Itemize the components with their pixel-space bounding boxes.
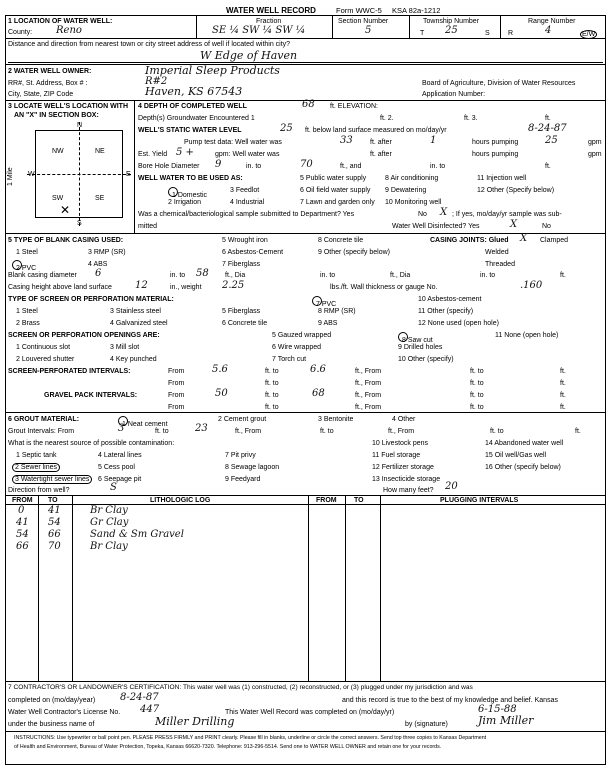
casing-3: 3 RMP (SR) bbox=[88, 249, 126, 256]
casing-4: 4 ABS bbox=[88, 261, 108, 268]
use-9: 9 Dewatering bbox=[385, 187, 427, 194]
section5-heading: 5 TYPE OF BLANK CASING USED: bbox=[8, 237, 124, 244]
log-row-1-desc: Br Clay bbox=[90, 505, 128, 516]
grout-from-value: 3 bbox=[118, 423, 125, 434]
bore-end: ft., and bbox=[340, 163, 362, 170]
chem-x: X bbox=[440, 207, 448, 218]
int-from-value: 5.6 bbox=[212, 364, 228, 375]
township-t: T bbox=[420, 30, 425, 37]
contam-13: 13 Insecticide storage bbox=[372, 476, 441, 483]
use-11: 11 Injection well bbox=[477, 175, 527, 182]
address-value: R#2 bbox=[145, 76, 168, 87]
screen-3: 3 Stainless steel bbox=[110, 308, 161, 315]
gw2: ft. 2. bbox=[380, 115, 394, 122]
weight-label: in., weight bbox=[170, 284, 202, 291]
yield-hrs-label: hours pumping bbox=[472, 151, 519, 158]
gravel-ft-1: ft. bbox=[560, 392, 566, 399]
city-label: City, State, ZIP Code bbox=[8, 91, 74, 98]
township-s: S bbox=[485, 30, 490, 37]
signature-value: Jim Miller bbox=[478, 714, 534, 727]
opening-6: 6 Wire wrapped bbox=[272, 344, 322, 351]
log-row-2-from: 41 bbox=[16, 517, 29, 528]
grout-3: 3 Bentonite bbox=[318, 416, 354, 423]
depth-suffix: ft. ELEVATION: bbox=[330, 103, 378, 110]
gw-label: Depth(s) Groundwater Encountered 1 bbox=[138, 115, 255, 122]
use-12: 12 Other (Specify below) bbox=[477, 187, 555, 194]
yield-after: ft. after bbox=[370, 151, 392, 158]
bore-value: 9 bbox=[215, 159, 222, 170]
se-label: SE bbox=[95, 195, 105, 202]
log-row-3-from: 54 bbox=[16, 529, 29, 540]
casing-9: 9 Other (specify below) bbox=[318, 249, 390, 256]
contam-8: 8 Sewage lagoon bbox=[225, 464, 280, 471]
diameter-to: in. to bbox=[170, 272, 186, 279]
log-row-4-from: 66 bbox=[16, 541, 29, 552]
pump-hours: 1 bbox=[430, 135, 437, 146]
direction-value: S bbox=[110, 482, 117, 493]
static-suffix: ft. below land surface measured on mo/day/yr bbox=[305, 127, 447, 134]
pump-ft: 33 bbox=[340, 135, 353, 146]
bore-in-to: in. to bbox=[246, 163, 262, 170]
opening-11: 11 None (open hole) bbox=[495, 332, 559, 339]
log-row-2-desc: Gr Clay bbox=[90, 517, 129, 528]
gravel-ft-to-2b: ft. to bbox=[470, 404, 484, 411]
feet-label: How many feet? bbox=[383, 487, 434, 494]
casing-clamped: Clamped bbox=[540, 237, 569, 244]
log-row-1-from: 0 bbox=[18, 505, 25, 516]
screen-9: 9 ABS bbox=[318, 320, 338, 327]
pump-after: ft. after bbox=[370, 139, 392, 146]
pump-hrs-label: hours pumping bbox=[472, 139, 519, 146]
form-title: WATER WELL RECORD bbox=[226, 6, 316, 15]
contam-10: 10 Livestock pens bbox=[372, 440, 429, 447]
nw-label: NW bbox=[52, 148, 64, 155]
completed-value: 8-24-87 bbox=[120, 692, 159, 703]
contam-15: 15 Oil well/Gas well bbox=[485, 452, 547, 459]
county-label: County: bbox=[8, 29, 33, 36]
form-number: Form WWC-5 bbox=[336, 6, 382, 15]
yield-gpm-label: gpm bbox=[588, 151, 602, 158]
contam-3: 3 Watertight sewer lines bbox=[12, 475, 92, 484]
static-value: 25 bbox=[280, 123, 293, 134]
screen-1: 1 Steel bbox=[16, 308, 38, 315]
mitted-label: mitted bbox=[138, 223, 158, 230]
bore-in-to2: in. to bbox=[430, 163, 446, 170]
log-from-header: FROM bbox=[12, 497, 33, 504]
opening-2: 2 Louvered shutter bbox=[16, 356, 75, 363]
range-label: Range Number bbox=[528, 18, 576, 25]
opening-5: 5 Gauzed wrapped bbox=[272, 332, 332, 339]
gw-end: ft. bbox=[545, 115, 551, 122]
board-label: Board of Agriculture, Division of Water Resources bbox=[422, 80, 576, 87]
intervals-label: SCREEN-PERFORATED INTERVALS: bbox=[8, 368, 131, 375]
gauge-value: .160 bbox=[520, 280, 543, 291]
owner-value: Imperial Sleep Products bbox=[145, 64, 280, 77]
use-7: 7 Lawn and garden only bbox=[300, 199, 375, 206]
int-from-1: From bbox=[168, 368, 185, 375]
screen-6: 6 Concrete tile bbox=[222, 320, 268, 327]
opening-9: 9 Drilled holes bbox=[398, 344, 443, 351]
mile-label: 1 Mile bbox=[7, 167, 14, 186]
casing-welded: Welded bbox=[485, 249, 509, 256]
opening-8 bbox=[398, 332, 433, 344]
casing-5: 5 Wrought iron bbox=[222, 237, 268, 244]
pump-gpm: 25 bbox=[545, 135, 558, 146]
log-row-1-to: 41 bbox=[48, 505, 61, 516]
instructions-line-2: of Health and Environment, Bureau of Water Protection, Topeka, Kansas 66620-7320. Telephone: 913-296-5514. Send one to WATER WELL OWNER and retain one for your records. bbox=[14, 744, 442, 750]
plug-to-header: TO bbox=[354, 497, 364, 504]
contam-1: 1 Septic tank bbox=[16, 452, 57, 459]
contam-2: 2 Sewer lines bbox=[12, 463, 60, 472]
grout-end: ft. bbox=[575, 428, 581, 435]
static-date: 8-24-87 bbox=[528, 123, 567, 134]
lithologic-log-header: LITHOLOGIC LOG bbox=[150, 497, 211, 504]
use-label: WELL WATER TO BE USED AS: bbox=[138, 175, 243, 182]
screen-10: 10 Asbestos-cement bbox=[418, 296, 482, 303]
diameter-ft: 58 bbox=[196, 268, 209, 279]
contam-14: 14 Abandoned water well bbox=[485, 440, 564, 447]
use-2: 2 Irrigation bbox=[168, 199, 202, 206]
static-label: WELL'S STATIC WATER LEVEL bbox=[138, 127, 242, 134]
chem-no: No bbox=[418, 211, 427, 218]
range-r: R bbox=[508, 30, 514, 37]
screen-7 bbox=[312, 296, 336, 308]
log-row-2-to: 54 bbox=[48, 517, 61, 528]
screen-11: 11 Other (specify) bbox=[418, 308, 474, 315]
contam-4: 4 Lateral lines bbox=[98, 452, 142, 459]
sw-x-mark: ✕ bbox=[60, 203, 71, 217]
license-value: 447 bbox=[140, 704, 160, 715]
disinfected-label: Water Well Disinfected? Yes bbox=[392, 223, 480, 230]
depth-value: 68 bbox=[302, 99, 315, 110]
screen-7-label: 7 PVC bbox=[316, 301, 337, 308]
feet-value: 20 bbox=[445, 481, 458, 492]
log-row-4-to: 70 bbox=[48, 541, 61, 552]
section3-heading: 3 LOCATE WELL'S LOCATION WITH bbox=[8, 103, 129, 110]
yield-label: Est. Yield bbox=[138, 151, 168, 158]
signature-label: by (signature) bbox=[405, 721, 448, 728]
log-row-4-desc: Br Clay bbox=[90, 541, 128, 552]
south-label: S bbox=[77, 220, 82, 227]
section-number-label: Section Number bbox=[338, 18, 389, 25]
distance-value: W Edge of Haven bbox=[200, 49, 298, 62]
log-row-3-desc: Sand & Sm Gravel bbox=[90, 529, 184, 540]
int-from-2: From bbox=[168, 380, 185, 387]
screen-4: 4 Galvanized steel bbox=[110, 320, 168, 327]
gravel-ft-to-1: ft. to bbox=[265, 392, 279, 399]
diameter-end: ft. bbox=[560, 272, 566, 279]
yield-mid: gpm: Well water was bbox=[215, 151, 280, 158]
depth-label: 4 DEPTH OF COMPLETED WELL bbox=[138, 103, 247, 110]
contam-7: 7 Pit privy bbox=[225, 452, 256, 459]
screen-2: 2 Brass bbox=[16, 320, 40, 327]
use-4: 4 Industrial bbox=[230, 199, 265, 206]
range-ew: E/W bbox=[582, 31, 596, 38]
screen-8: 8 RMP (SR) bbox=[318, 308, 356, 315]
grout-1 bbox=[118, 416, 168, 428]
contam-16: 16 Other (specify below) bbox=[485, 464, 561, 471]
opening-3: 3 Mill slot bbox=[110, 344, 140, 351]
north-label: N bbox=[77, 122, 83, 129]
casing-8: 8 Concrete tile bbox=[318, 237, 364, 244]
ksa-number: KSA 82a-1212 bbox=[392, 6, 441, 15]
pump-gpm-label: gpm bbox=[588, 139, 602, 146]
log-row-3-to: 66 bbox=[48, 529, 61, 540]
township-value: 25 bbox=[445, 25, 458, 36]
weight-value: 2.25 bbox=[222, 280, 245, 291]
chem-label: Was a chemical/bacteriological sample submitted to Department? Yes bbox=[138, 211, 355, 218]
bore-end2: ft. bbox=[545, 163, 551, 170]
direction-label: Direction from well? bbox=[8, 487, 70, 494]
contam-6: 6 Seepage pit bbox=[98, 476, 142, 483]
weight-unit: lbs./ft. Wall thickness or gauge No. bbox=[330, 284, 438, 291]
grout-from2: ft., From bbox=[235, 428, 262, 435]
int-ft-to-2b: ft. to bbox=[470, 380, 484, 387]
record-label: This Water Well Record was completed on (mo/day/yr) bbox=[225, 709, 395, 716]
casing-2-label: 2 PVC bbox=[16, 265, 37, 272]
gw3: ft. 3. bbox=[464, 115, 478, 122]
address-label: RR#, St. Address, Box # : bbox=[8, 80, 88, 87]
gravel-ft-from-1: ft., From bbox=[355, 392, 382, 399]
range-value: 4 bbox=[545, 25, 552, 36]
business-label: under the business name of bbox=[8, 721, 95, 728]
distance-label: Distance and direction from nearest town or city street address of well if located within city? bbox=[8, 41, 291, 48]
contam-11: 11 Fuel storage bbox=[372, 452, 421, 459]
use-3: 3 Feedlot bbox=[230, 187, 260, 194]
int-ft-to-1: ft. to bbox=[265, 368, 279, 375]
grout-from3: ft., From bbox=[388, 428, 415, 435]
fraction-value: SE ¼ SW ¼ SW ¼ bbox=[212, 25, 306, 36]
screen-5: 5 Fiberglass bbox=[222, 308, 261, 315]
grout-to2: ft. to bbox=[320, 428, 334, 435]
int-ft-1: ft. bbox=[560, 368, 566, 375]
int-ft-to-1b: ft. to bbox=[470, 368, 484, 375]
int-ft-to-2: ft. to bbox=[265, 380, 279, 387]
use-6: 6 Oil field water supply bbox=[300, 187, 371, 194]
license-label: Water Well Contractor's License No. bbox=[8, 709, 121, 716]
ne-label: NE bbox=[95, 148, 105, 155]
bore-to: 70 bbox=[300, 159, 313, 170]
casing-joints-label: CASING JOINTS: Glued bbox=[430, 237, 509, 244]
grout-to-value: 23 bbox=[195, 423, 208, 434]
plugging-header: PLUGGING INTERVALS bbox=[440, 497, 519, 504]
grout-4: 4 Other bbox=[392, 416, 416, 423]
contam-12: 12 Fertilizer storage bbox=[372, 464, 434, 471]
opening-4: 4 Key punched bbox=[110, 356, 157, 363]
gravel-from-2: From bbox=[168, 404, 185, 411]
diameter-dia: ft., Dia bbox=[225, 272, 246, 279]
disinfected-no: No bbox=[542, 223, 551, 230]
gravel-ft-to-1b: ft. to bbox=[470, 392, 484, 399]
int-to-value: 6.6 bbox=[310, 364, 326, 375]
plug-from-header: FROM bbox=[316, 497, 337, 504]
opening-10: 10 Other (specify) bbox=[398, 356, 454, 363]
gravel-from-1: From bbox=[168, 392, 185, 399]
completed-label: completed on (mo/day/year) bbox=[8, 697, 96, 704]
township-label: Township Number bbox=[423, 18, 480, 25]
section3-heading2: AN "X" IN SECTION BOX: bbox=[14, 112, 99, 119]
east-label: E bbox=[126, 171, 131, 178]
diameter-to3: in. to bbox=[480, 272, 496, 279]
pump-label: Pump test data: Well water was bbox=[184, 139, 282, 146]
height-label: Casing height above land surface bbox=[8, 284, 112, 291]
openings-label: SCREEN OR PERFORATION OPENINGS ARE: bbox=[8, 332, 160, 339]
opening-1: 1 Continuous slot bbox=[16, 344, 71, 351]
height-value: 12 bbox=[135, 280, 148, 291]
diameter-to2: in. to bbox=[320, 272, 336, 279]
casing-1: 1 Steel bbox=[16, 249, 38, 256]
yield-value: 5 + bbox=[176, 147, 194, 158]
diameter-value: 6 bbox=[95, 268, 102, 279]
use-8: 8 Air conditioning bbox=[385, 175, 439, 182]
business-value: Miller Drilling bbox=[155, 715, 235, 728]
gravel-from-value: 50 bbox=[215, 388, 228, 399]
int-ft-from-2: ft., From bbox=[355, 380, 382, 387]
int-ft-from-1: ft., From bbox=[355, 368, 382, 375]
grout-1-label: 1 Neat cement bbox=[122, 421, 168, 428]
gravel-ft-to-2: ft. to bbox=[265, 404, 279, 411]
screen-12: 12 None used (open hole) bbox=[418, 320, 499, 327]
gravel-ft-2: ft. bbox=[560, 404, 566, 411]
section-number-value: 5 bbox=[365, 25, 372, 36]
disinfected-x: X bbox=[510, 219, 518, 230]
certification-text: 7 CONTRACTOR'S OR LANDOWNER'S CERTIFICATION: This water well was (1) constructed, (2) reconstructed, or (3) plugged under my jurisdiction and was bbox=[8, 684, 473, 691]
application-number-label: Application Number: bbox=[422, 91, 486, 98]
record-date: 6-15-88 bbox=[478, 704, 517, 715]
chem-tail: ; If yes, mo/day/yr sample was sub- bbox=[452, 211, 562, 218]
casing-7: 7 Fiberglass bbox=[222, 261, 261, 268]
contam-5: 5 Cess pool bbox=[98, 464, 135, 471]
gravel-ft-from-2: ft., From bbox=[355, 404, 382, 411]
use-1-label: 1 Domestic bbox=[172, 192, 208, 199]
casing-joints-x: X bbox=[520, 233, 528, 244]
fraction-label: Fraction bbox=[256, 18, 282, 25]
opening-7: 7 Torch cut bbox=[272, 356, 307, 363]
casing-6: 6 Asbestos-Cement bbox=[222, 249, 284, 256]
diameter-ft2: ft., Dia bbox=[390, 272, 411, 279]
casing-2 bbox=[12, 260, 36, 272]
grout-intervals-label: Grout Intervals: From bbox=[8, 428, 75, 435]
west-label: W bbox=[28, 171, 35, 178]
section6-heading: 6 GROUT MATERIAL: bbox=[8, 416, 80, 423]
screen-type-label: TYPE OF SCREEN OR PERFORATION MATERIAL: bbox=[8, 296, 174, 303]
county-value: Reno bbox=[56, 25, 82, 36]
casing-threaded: Threaded bbox=[485, 261, 515, 268]
use-10: 10 Monitoring well bbox=[385, 199, 442, 206]
diameter-label: Blank casing diameter bbox=[8, 272, 77, 279]
city-value: Haven, KS 67543 bbox=[145, 85, 243, 98]
contam-9: 9 Feedyard bbox=[225, 476, 261, 483]
grout-to-label: ft. to bbox=[155, 428, 169, 435]
grout-to3: ft. to bbox=[490, 428, 504, 435]
section2-heading: 2 WATER WELL OWNER: bbox=[8, 68, 92, 75]
grout-2: 2 Cement grout bbox=[218, 416, 267, 423]
opening-8-label: 8 Saw cut bbox=[402, 337, 433, 344]
true-text: and this record is true to the best of my knowledge and belief. Kansas bbox=[342, 697, 558, 704]
contam-label: What is the nearest source of possible contamination: bbox=[8, 440, 175, 447]
gravel-to-value: 68 bbox=[312, 388, 325, 399]
sw-label: SW bbox=[52, 195, 64, 202]
use-1 bbox=[168, 187, 207, 199]
use-5: 5 Public water supply bbox=[300, 175, 367, 182]
log-to-header: TO bbox=[48, 497, 58, 504]
section1-heading: 1 LOCATION OF WATER WELL: bbox=[8, 18, 113, 25]
bore-label: Bore Hole Diameter bbox=[138, 163, 200, 170]
gravel-label: GRAVEL PACK INTERVALS: bbox=[44, 392, 138, 399]
int-ft-2: ft. bbox=[560, 380, 566, 387]
instructions-line-1: INSTRUCTIONS: Use typewriter or ball point pen. PLEASE PRESS FIRMLY and PRINT clearly. Please fill in blanks, underline or circle the correct answers. Send top three copies to Kansas Department bbox=[14, 735, 487, 741]
